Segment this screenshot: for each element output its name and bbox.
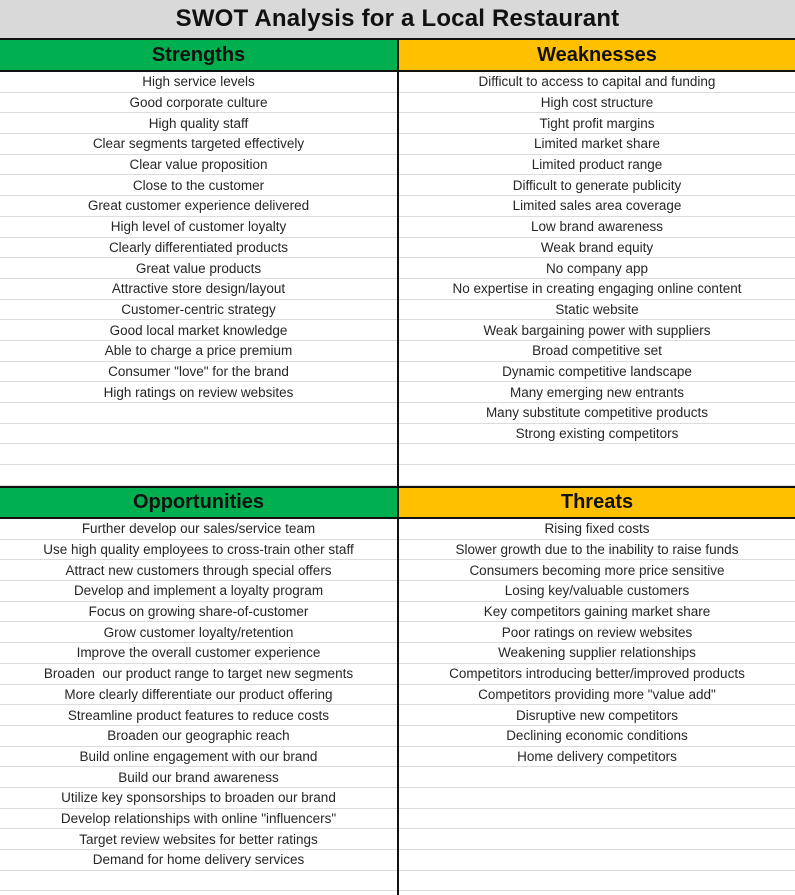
list-item[interactable]: Streamline product features to reduce costs <box>0 705 397 726</box>
list-item[interactable] <box>0 871 397 892</box>
weaknesses-header[interactable] <box>399 40 795 72</box>
list-item[interactable]: Clear value proposition <box>0 155 397 176</box>
weaknesses-header-label: Weaknesses <box>537 43 657 66</box>
list-item[interactable]: Develop and implement a loyalty program <box>0 581 397 602</box>
list-item[interactable] <box>399 767 795 788</box>
list-item[interactable]: Utilize key sponsorships to broaden our brand <box>0 788 397 809</box>
list-item[interactable]: Good corporate culture <box>0 93 397 114</box>
list-item[interactable]: Limited market share <box>399 134 795 155</box>
list-item[interactable]: Weak bargaining power with suppliers <box>399 320 795 341</box>
list-item[interactable]: Attract new customers through special offers <box>0 560 397 581</box>
list-item[interactable] <box>399 788 795 809</box>
strengths-header[interactable] <box>0 40 397 72</box>
list-item[interactable] <box>399 871 795 892</box>
list-item[interactable]: Able to charge a price premium <box>0 341 397 362</box>
list-item[interactable]: Many emerging new entrants <box>399 382 795 403</box>
list-item[interactable]: Limited sales area coverage <box>399 196 795 217</box>
list-item[interactable]: Weak brand equity <box>399 238 795 259</box>
strengths-list <box>0 72 397 486</box>
list-item[interactable] <box>0 424 397 445</box>
list-item[interactable]: High service levels <box>0 72 397 93</box>
title-bar <box>0 0 795 40</box>
list-item[interactable] <box>399 809 795 830</box>
list-item[interactable]: Attractive store design/layout <box>0 279 397 300</box>
threats-list <box>399 519 795 895</box>
list-item[interactable]: Further develop our sales/service team <box>0 519 397 540</box>
list-item[interactable]: Competitors introducing better/improved products <box>399 664 795 685</box>
list-item[interactable]: Consumer "love" for the brand <box>0 362 397 383</box>
list-item[interactable]: Dynamic competitive landscape <box>399 362 795 383</box>
list-item[interactable] <box>0 891 397 895</box>
list-item[interactable]: More clearly differentiate our product offering <box>0 685 397 706</box>
list-item[interactable]: Consumers becoming more price sensitive <box>399 560 795 581</box>
list-item[interactable]: Clear segments targeted effectively <box>0 134 397 155</box>
list-item[interactable]: Key competitors gaining market share <box>399 602 795 623</box>
column-divider <box>397 40 399 895</box>
list-item[interactable]: Many substitute competitive products <box>399 403 795 424</box>
list-item[interactable]: Broaden our geographic reach <box>0 726 397 747</box>
list-item[interactable]: Broad competitive set <box>399 341 795 362</box>
list-item[interactable]: Weakening supplier relationships <box>399 643 795 664</box>
threats-header[interactable] <box>399 486 795 519</box>
list-item[interactable] <box>0 403 397 424</box>
list-item[interactable]: Slower growth due to the inability to raise funds <box>399 540 795 561</box>
list-item[interactable]: Improve the overall customer experience <box>0 643 397 664</box>
list-item[interactable]: Develop relationships with online "influencers" <box>0 809 397 830</box>
list-item[interactable]: Demand for home delivery services <box>0 850 397 871</box>
list-item[interactable]: Disruptive new competitors <box>399 705 795 726</box>
list-item[interactable] <box>399 829 795 850</box>
list-item[interactable]: Static website <box>399 300 795 321</box>
list-item[interactable] <box>399 850 795 871</box>
list-item[interactable]: Customer-centric strategy <box>0 300 397 321</box>
list-item[interactable]: Close to the customer <box>0 175 397 196</box>
list-item[interactable]: Difficult to access to capital and funding <box>399 72 795 93</box>
list-item[interactable] <box>399 444 795 465</box>
opportunities-list <box>0 519 397 895</box>
list-item[interactable]: High level of customer loyalty <box>0 217 397 238</box>
page-title: SWOT Analysis for a Local Restaurant <box>175 5 620 32</box>
list-item[interactable]: Declining economic conditions <box>399 726 795 747</box>
list-item[interactable]: Rising fixed costs <box>399 519 795 540</box>
weaknesses-quadrant <box>399 40 795 486</box>
list-item[interactable] <box>399 891 795 895</box>
list-item[interactable]: Home delivery competitors <box>399 747 795 768</box>
list-item[interactable]: No company app <box>399 258 795 279</box>
list-item[interactable]: Limited product range <box>399 155 795 176</box>
list-item[interactable]: No expertise in creating engaging online content <box>399 279 795 300</box>
threats-header-label: Threats <box>560 491 634 513</box>
list-item[interactable]: Grow customer loyalty/retention <box>0 622 397 643</box>
list-item[interactable]: Target review websites for better ratings <box>0 829 397 850</box>
list-item[interactable]: Poor ratings on review websites <box>399 622 795 643</box>
list-item[interactable] <box>0 465 397 486</box>
list-item[interactable]: Difficult to generate publicity <box>399 175 795 196</box>
weaknesses-list <box>399 72 795 486</box>
list-item[interactable] <box>399 465 795 486</box>
list-item[interactable]: Competitors providing more "value add" <box>399 685 795 706</box>
list-item[interactable]: Broaden our product range to target new segments <box>0 664 397 685</box>
opportunities-header[interactable] <box>0 486 397 519</box>
list-item[interactable]: Tight profit margins <box>399 113 795 134</box>
list-item[interactable]: Great value products <box>0 258 397 279</box>
strengths-quadrant <box>0 40 397 486</box>
list-item[interactable]: Great customer experience delivered <box>0 196 397 217</box>
list-item[interactable]: Clearly differentiated products <box>0 238 397 259</box>
list-item[interactable]: Use high quality employees to cross-train other staff <box>0 540 397 561</box>
list-item[interactable]: Build online engagement with our brand <box>0 747 397 768</box>
list-item[interactable]: Build our brand awareness <box>0 767 397 788</box>
opportunities-quadrant <box>0 486 397 895</box>
list-item[interactable]: High quality staff <box>0 113 397 134</box>
threats-quadrant <box>399 486 795 895</box>
list-item[interactable] <box>0 444 397 465</box>
list-item[interactable]: Low brand awareness <box>399 217 795 238</box>
list-item[interactable]: Strong existing competitors <box>399 424 795 445</box>
opportunities-header-label: Opportunities <box>132 491 265 513</box>
list-item[interactable]: Good local market knowledge <box>0 320 397 341</box>
list-item[interactable]: High cost structure <box>399 93 795 114</box>
strengths-header-label: Strengths <box>151 43 246 66</box>
list-item[interactable]: Losing key/valuable customers <box>399 581 795 602</box>
list-item[interactable]: Focus on growing share-of-customer <box>0 602 397 623</box>
list-item[interactable]: High ratings on review websites <box>0 382 397 403</box>
